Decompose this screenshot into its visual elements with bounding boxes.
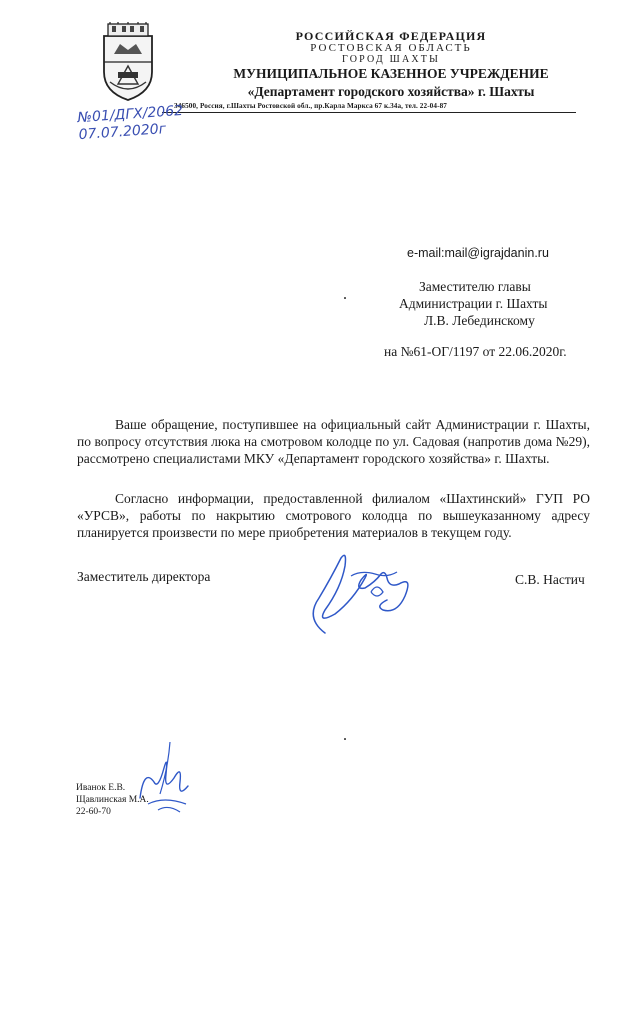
header-region: РОСТОВСКАЯ ОБЛАСТЬ [310,42,472,54]
recipient-name: Л.В. Лебединскому [424,313,535,328]
header-divider [162,112,576,113]
recipient-title: Заместителю главы [419,279,531,294]
executor-initials [130,738,200,820]
header-country: РОССИЙСКАЯ ФЕДЕРАЦИЯ [295,29,487,43]
signature [295,548,420,638]
executor-1: Иванок Е.В. [76,783,126,793]
outgoing-date: 07.07.2020г [78,121,167,144]
header-department: «Департамент городского хозяйства» г. Шахты [247,84,535,99]
outgoing-registration-stamp [77,102,199,144]
coat-of-arms-emblem [96,22,160,102]
body-paragraph-1: Ваше обращение, поступившее на официальный сайт Администрации г. Шахты, по вопросу отсутствия люка на смотровом колодце по ул. Садовая (напротив дома №29), рассмотрено специалистами МКУ «Департамент городского хозяйства» г. Шахты. [77,417,590,466]
header-address: 346500, Россия, г.Шахты Ростовской обл., пр.Карла Маркса 67 к.34а, тел. 22-04-87 [174,102,447,110]
speck [344,297,346,299]
outgoing-number: №01/ДГХ/2062 [76,102,184,127]
signer-position: Заместитель директора [77,569,211,584]
header-organization: МУНИЦИПАЛЬНОЕ КАЗЕННОЕ УЧРЕЖДЕНИЕ [233,66,549,81]
executor-2: Щавлинская М.А. [76,795,149,805]
header-city: ГОРОД ШАХТЫ [341,54,441,65]
recipient-organization: Администрации г. Шахты [399,296,548,311]
reference-number: на №61-ОГ/1197 от 22.06.2020г. [384,344,567,359]
recipient-email: e-mail:mail@igrajdanin.ru [407,246,549,260]
signer-name: С.В. Настич [515,572,585,587]
speck [344,738,346,740]
body-paragraph-2: Согласно информации, предоставленной филиалом «Шахтинский» ГУП РО «УРСВ», работы по накрытию смотрового колодца по вышеуказанному адресу планируется произвести по мере приобретения материалов в текущем году. [77,491,590,540]
executor-phone: 22-60-70 [76,807,111,817]
